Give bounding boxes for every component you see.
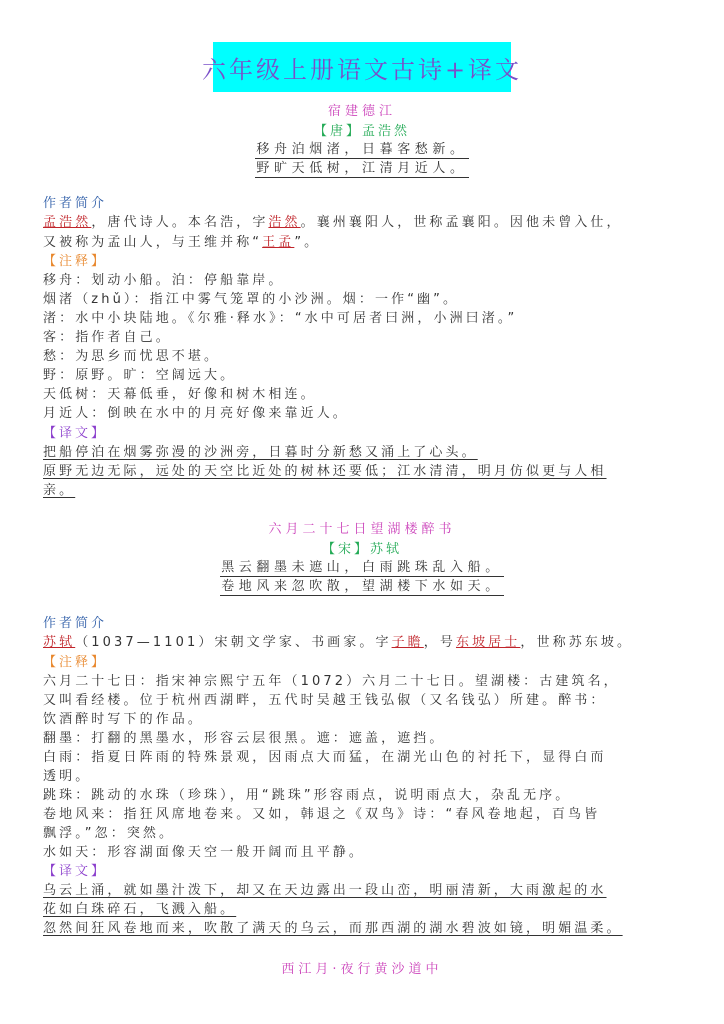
translation-text: 花如白珠碎石，飞溅入船。 xyxy=(43,902,237,917)
note-line: 烟渚（zhǔ）：指江中雾气笼罩的小沙洲。烟：一作“幽”。 xyxy=(43,292,460,307)
note-line: 愁：为思乡而忧思不堪。 xyxy=(43,349,221,364)
note-line: 月近人：倒映在水中的月亮好像来靠近人。 xyxy=(43,406,349,421)
intro-text: ”。 xyxy=(294,235,321,250)
intro-text: （1037—1101）宋朝文学家、书画家。字 xyxy=(75,635,392,650)
note-line: 翻墨：打翻的黑墨水，形容云层很黑。遮：遮盖，遮挡。 xyxy=(43,731,446,746)
document-title-banner xyxy=(201,42,523,92)
note-line: 野：原野。旷：空阔远大。 xyxy=(43,368,237,383)
intro-text: ，世称苏东坡。 xyxy=(520,635,634,650)
intro-text: 。襄州襄阳人，世称孟襄阳。因他未曾入仕， xyxy=(300,215,623,230)
notes-heading: 【注释】 xyxy=(43,655,108,670)
author-intro-line xyxy=(43,633,683,652)
translation-text: 原野无边无际，远处的天空比近处的树林还要低；江水清清，明月仿似更与人相 xyxy=(43,464,607,479)
author-intro-heading: 作者简介 xyxy=(43,616,108,631)
verse-text: 卷地风来忽吹散，望湖楼下水如天。 xyxy=(221,579,503,594)
note-line: 白雨：指夏日阵雨的特殊景观，因雨点大而猛，在湖光山色的衬托下，显得白而 xyxy=(43,750,607,765)
note-line: 水如天：形容湖面像天空一般开阔而且平静。 xyxy=(43,845,366,860)
intro-text: ，唐代诗人。本名浩，字 xyxy=(91,215,269,230)
note-line: 飘浮。”忽：突然。 xyxy=(43,826,176,841)
note-line: 渚：水中小块陆地。《尔雅·释水》：“水中可居者曰洲，小洲曰渚。” xyxy=(43,311,518,326)
poem-title: 西江月·夜行黄沙道中 xyxy=(281,962,443,977)
document-title: 六年级上册语文古诗+译文 xyxy=(201,55,523,84)
highlight-wangmeng: 王孟 xyxy=(262,235,295,250)
translation-line xyxy=(43,443,683,462)
note-line: 天低树：天幕低垂，好像和树木相连。 xyxy=(43,387,317,402)
poem-verse-1 xyxy=(0,556,724,577)
author-intro-line xyxy=(43,233,683,252)
translation-heading: 【译文】 xyxy=(43,426,108,441)
highlight-author-name: 孟浩然 xyxy=(43,215,92,230)
translation-text: 忽然间狂风卷地而来，吹散了满天的乌云，而那西湖的湖水碧波如镜，明媚温柔。 xyxy=(43,921,623,936)
poem-verse-2 xyxy=(0,157,724,178)
note-line: 透明。 xyxy=(43,769,92,784)
note-line: 客：指作者自己。 xyxy=(43,330,172,345)
verse-text: 野旷天低树，江清月近人。 xyxy=(256,161,468,176)
highlight-art-name: 东坡居士 xyxy=(455,635,521,650)
poem-title: 六月二十七日望湖楼醉书 xyxy=(268,522,456,537)
translation-text: 亲。 xyxy=(43,483,76,498)
note-line: 卷地风来：指狂风席地卷来。又如，韩退之《双鸟》诗：“春风卷地起，百鸟皆 xyxy=(43,807,601,822)
intro-text: ，号 xyxy=(423,635,456,650)
poem-author: 【唐】孟浩然 xyxy=(313,124,410,139)
poem-author: 【宋】苏轼 xyxy=(321,542,402,557)
translation-heading: 【译文】 xyxy=(43,864,108,879)
verse-text: 黑云翻墨未遮山，白雨跳珠乱入船。 xyxy=(221,560,503,575)
translation-line xyxy=(43,462,683,481)
note-line: 六月二十七日：指宋神宗熙宁五年（1072）六月二十七日。望湖楼：古建筑名， xyxy=(43,674,620,689)
notes-heading: 【注释】 xyxy=(43,254,108,269)
poem-verse-2 xyxy=(0,575,724,596)
author-intro-heading: 作者简介 xyxy=(43,196,108,211)
translation-text: 把船停泊在烟雾弥漫的沙洲旁，日暮时分新愁又涌上了心头。 xyxy=(43,445,478,460)
verse-text: 移舟泊烟渚，日暮客愁新。 xyxy=(256,142,468,157)
note-line: 饮酒醉时写下的作品。 xyxy=(43,712,205,727)
poem-title: 宿建德江 xyxy=(327,104,396,119)
highlight-author-name: 苏轼 xyxy=(43,635,76,650)
note-line: 又叫看经楼。位于杭州西湖畔，五代时吴越王钱弘俶（又名钱弘）所建。醉书： xyxy=(43,693,607,708)
note-line: 移舟：划动小船。泊：停船靠岸。 xyxy=(43,273,285,288)
author-intro-line xyxy=(43,213,683,232)
intro-text: 又被称为孟山人，与王维并称“ xyxy=(43,235,263,250)
translation-line xyxy=(43,900,683,919)
highlight-courtesy-name: 子瞻 xyxy=(391,635,424,650)
translation-line xyxy=(43,881,683,900)
translation-line xyxy=(43,919,683,938)
note-line: 跳珠：跳动的水珠（珍珠），用“跳珠”形容雨点，说明雨点大，杂乱无序。 xyxy=(43,788,572,803)
translation-text: 乌云上涌，就如墨汁泼下，却又在天边露出一段山峦，明丽清新，大雨激起的水 xyxy=(43,883,607,898)
translation-line xyxy=(43,481,683,500)
poem-verse-1 xyxy=(0,138,724,159)
highlight-courtesy-name: 浩然 xyxy=(268,215,301,230)
